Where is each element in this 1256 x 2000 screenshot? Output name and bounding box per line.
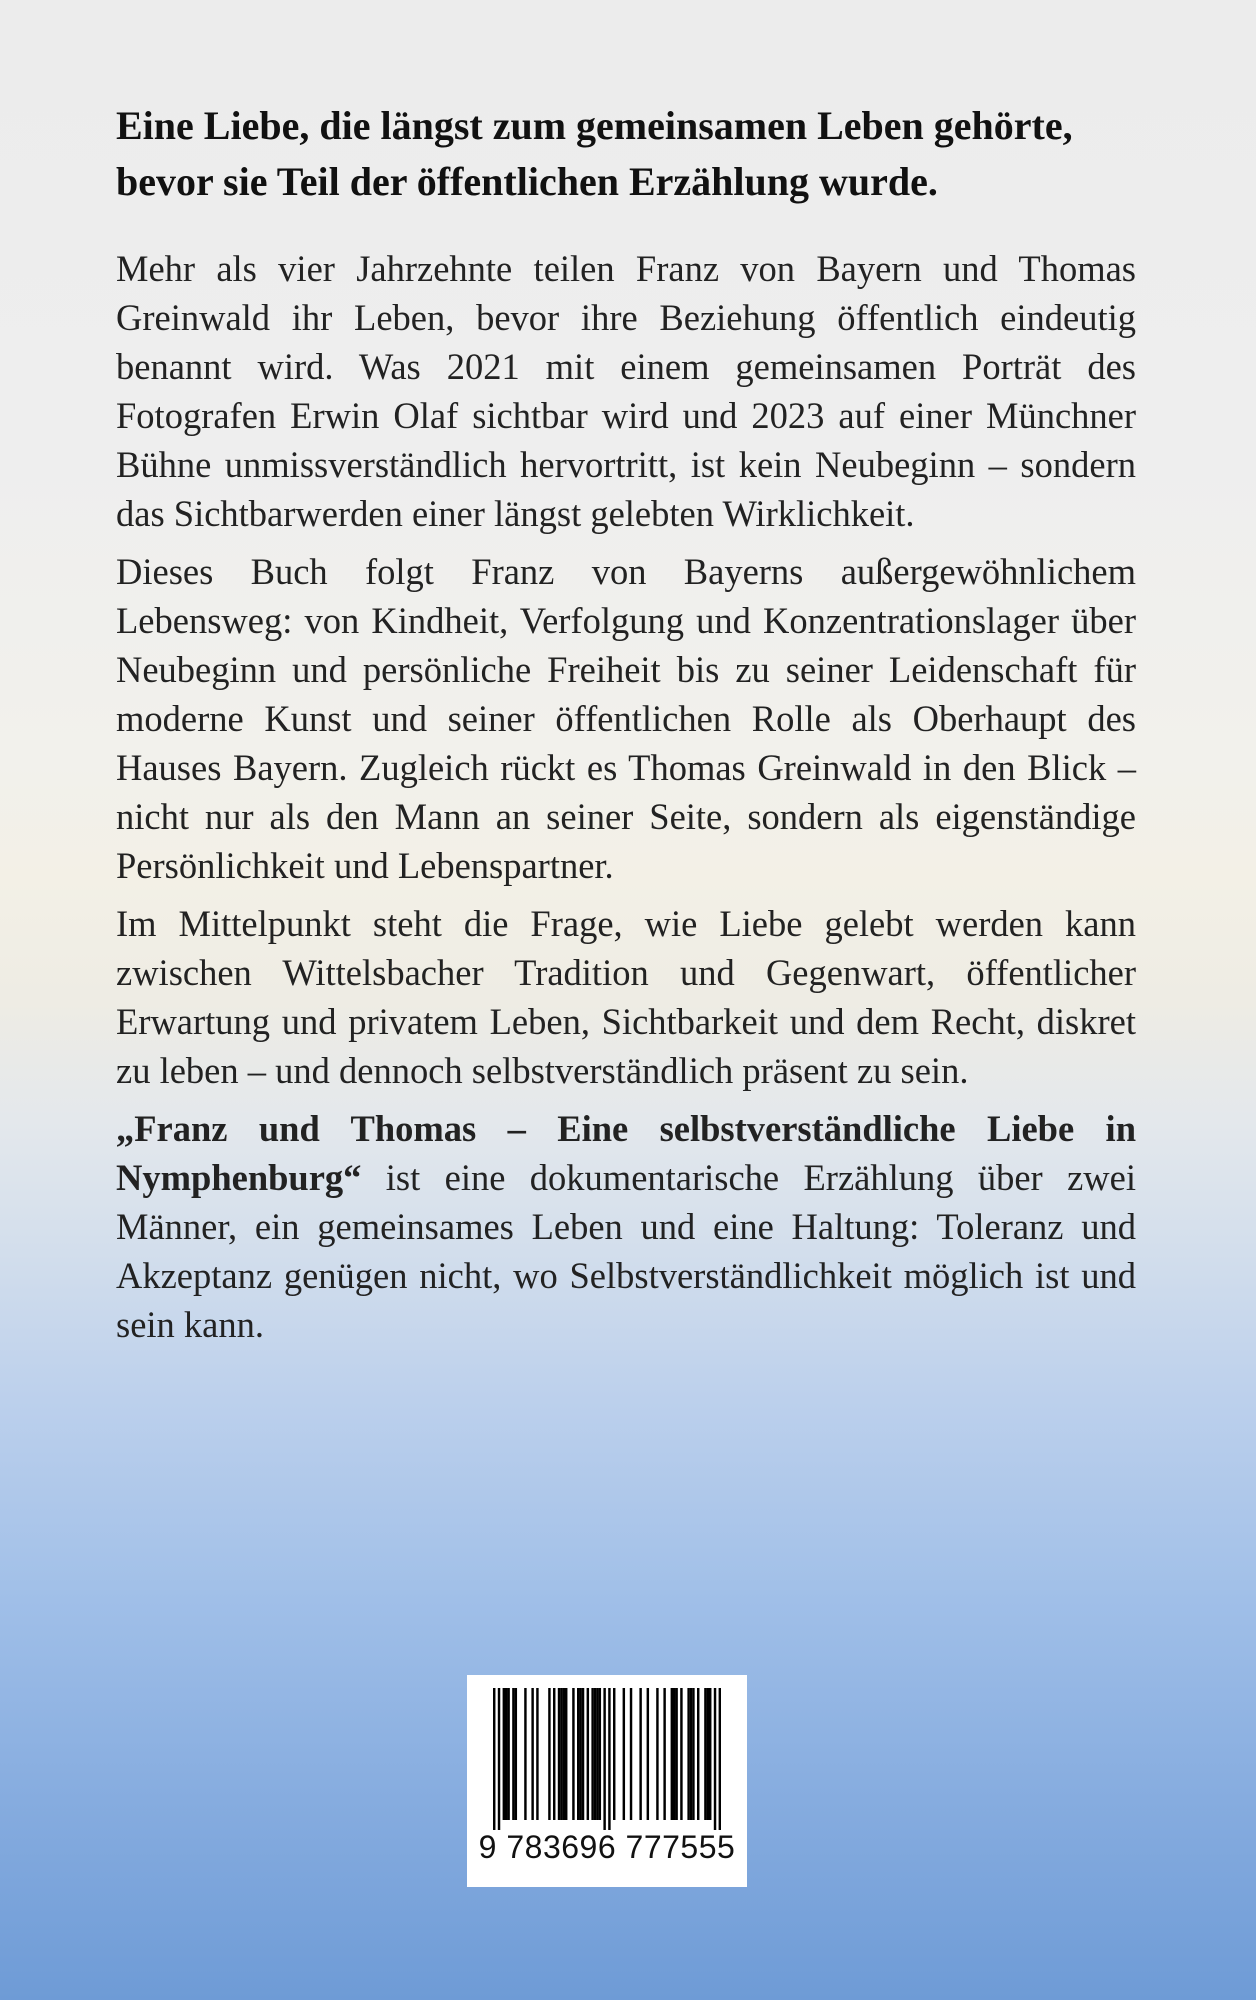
closing-text: ist eine dokumentarische Erzählung über zwei Männer, ein gemeinsames Leben und eine Haltung: Toleranz und Akzeptanz genügen nicht, wo Selbstverständlichkeit möglich ist und sein kann. xyxy=(116,1157,1136,1345)
barcode-bar xyxy=(579,1688,581,1820)
barcode-bar xyxy=(503,1688,505,1820)
barcode-bar xyxy=(630,1688,632,1820)
barcode-bar xyxy=(594,1688,596,1820)
barcode-bar xyxy=(714,1688,716,1830)
barcode-bar xyxy=(587,1688,589,1820)
barcode-bar xyxy=(577,1688,579,1820)
barcode-bar xyxy=(680,1688,682,1820)
barcode-bar xyxy=(599,1688,601,1820)
barcode-bar xyxy=(697,1688,699,1820)
barcode-bar xyxy=(565,1688,567,1820)
barcode-bar xyxy=(563,1688,565,1820)
barcode-bar xyxy=(608,1688,610,1830)
barcode-bar xyxy=(673,1688,675,1820)
barcode-bar xyxy=(709,1688,711,1820)
barcode-bar xyxy=(560,1688,562,1820)
barcode-bar xyxy=(531,1688,533,1820)
barcode-bar xyxy=(596,1688,598,1820)
barcode-bar xyxy=(690,1688,692,1820)
barcode-bar xyxy=(572,1688,574,1820)
paragraph-4 xyxy=(116,1104,1136,1349)
barcode-bar xyxy=(675,1688,677,1820)
barcode-bar xyxy=(498,1688,500,1830)
barcode-bar xyxy=(515,1688,517,1820)
isbn-number: 9 783696 777555 xyxy=(478,1829,736,1865)
back-cover-text xyxy=(116,98,1136,1358)
barcode-bar xyxy=(704,1688,706,1820)
barcode-bar xyxy=(656,1688,658,1820)
barcode xyxy=(467,1675,747,1887)
barcode-bar xyxy=(692,1688,694,1820)
barcode-bars xyxy=(493,1688,721,1830)
barcode-bar xyxy=(505,1688,507,1820)
book-title: „Franz und Thomas – Eine selbstverständliche Liebe in Nymphenburg“ xyxy=(116,1108,1136,1198)
barcode-bar xyxy=(536,1688,538,1820)
barcode-bar xyxy=(603,1688,605,1830)
barcode-bar xyxy=(512,1688,514,1820)
headline-line-2: bevor sie Teil der öffentlichen Erzählung wurde. xyxy=(116,159,938,204)
barcode-bar xyxy=(671,1688,673,1820)
barcode-bar xyxy=(591,1688,593,1820)
barcode-bar xyxy=(507,1688,509,1820)
barcode-bar xyxy=(558,1688,560,1820)
barcode-bar xyxy=(719,1688,721,1830)
barcode-bar xyxy=(687,1688,689,1820)
barcode-bar xyxy=(524,1688,526,1820)
barcode-bar xyxy=(548,1688,550,1820)
barcode-bar xyxy=(639,1688,641,1820)
paragraph-1: Mehr als vier Jahrzehnte teilen Franz von Bayern und Thomas Greinwald ihr Leben, bevor ihre Beziehung öffentlich eindeutig benannt wird. Was 2021 mit einem gemeinsamen Porträt des Fotografen Erwin Olaf sichtbar wird und 2023 auf einer Münchner Bühne unmissverständlich hervortritt, ist kein Neubeginn – sondern das Sichtbarwerden einer längst gelebten Wirklichkeit. xyxy=(116,248,1136,534)
paragraph-2: Dieses Buch folgt Franz von Bayerns außergewöhnlichem Lebensweg: von Kindheit, Verfolgung und Konzentrationslager über Neubeginn und persönliche Freiheit bis zu seiner Leidenschaft für moderne Kunst und seiner öffentlichen Rolle als Oberhaupt des Hauses Bayern. Zugleich rückt es Thomas Greinwald in den Blick – nicht nur als den Mann an seiner Seite, sondern als eigenständige Persönlichkeit und Lebenspartner. xyxy=(116,551,1136,886)
barcode-bar xyxy=(613,1688,615,1820)
headline-line-1: Eine Liebe, die längst zum gemeinsamen Leben gehörte, xyxy=(116,103,1073,148)
barcode-bar xyxy=(647,1688,649,1820)
barcode-bar xyxy=(707,1688,709,1820)
headline xyxy=(116,98,1136,210)
barcode-bar xyxy=(553,1688,555,1820)
barcode-bar xyxy=(623,1688,625,1820)
paragraph-3: Im Mittelpunkt steht die Frage, wie Liebe gelebt werden kann zwischen Wittelsbacher Tradition und Gegenwart, öffentlicher Erwartung und privatem Leben, Sichtbarkeit und dem Recht, diskret zu leben – und dennoch selbstverständlich präsent zu sein. xyxy=(116,903,1136,1091)
barcode-bar xyxy=(493,1688,495,1830)
barcode-bar xyxy=(663,1688,665,1820)
barcode-bar xyxy=(582,1688,584,1820)
